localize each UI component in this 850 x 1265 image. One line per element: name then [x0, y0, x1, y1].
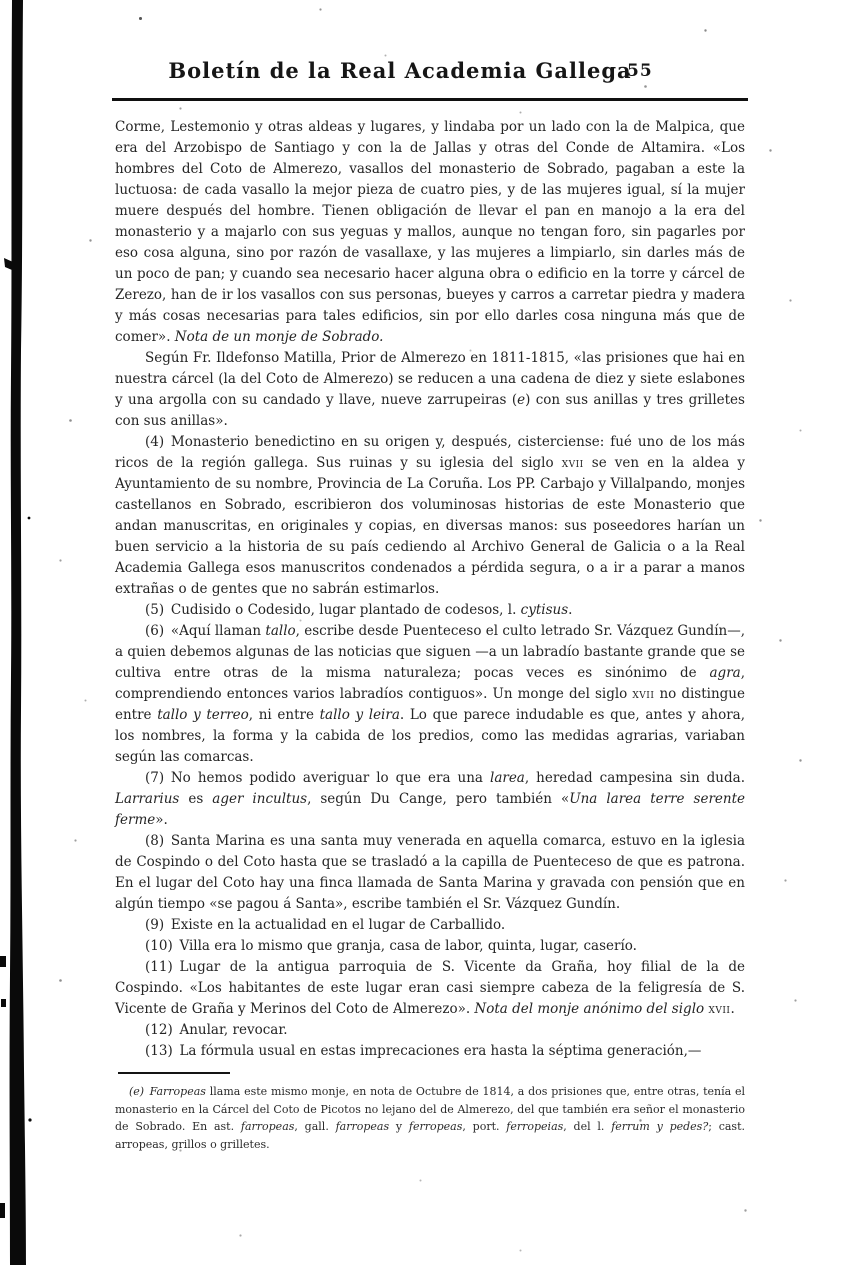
text-run: ferrum y pedes? — [611, 1120, 709, 1133]
paragraph-2 — [115, 348, 745, 432]
text-run: (e) Farropeas — [129, 1085, 206, 1098]
text-run: ; cast. arropeas, grillos o grilletes. — [115, 1120, 745, 1151]
footnote-separator — [118, 1072, 230, 1074]
paragraph-10 — [115, 957, 745, 1020]
text-run: (6) «Aquí llaman — [145, 623, 266, 639]
text-run: Larrarius — [115, 791, 180, 807]
footnote-text — [115, 1083, 745, 1153]
text-run: , ni entre — [248, 707, 320, 723]
text-run: ager incultus — [212, 791, 308, 807]
text-run: ». — [155, 812, 168, 828]
paragraph-1 — [115, 117, 745, 348]
paragraph-5 — [115, 621, 745, 768]
text-run: agra — [709, 665, 741, 681]
paragraph-9 — [115, 936, 745, 957]
journal-title: Boletín de la Real Academia Gallega — [168, 58, 632, 83]
text-run: larea — [490, 770, 525, 786]
paragraph-3 — [115, 432, 745, 600]
text-run: , escribe desde Puenteceso el culto letrado Sr. Vázquez Gundín—, a quien debemos algunas de las noticias que siguen —a un labradío bastante grande que se cultiva entre otras de la misma naturaleza; pocas veces es sinónimo de — [115, 623, 745, 681]
footnote-block — [0, 1072, 850, 1153]
text-run: tallo y terreo — [157, 707, 249, 723]
text-run: se ven en la aldea y Ayuntamiento de su nombre, Provincia de La Coruña. Los PP. Carbajo y Villalpando, monjes castellanos en Sobrado, escribieron dos voluminosas historias de este Monasterio que andan manuscritas, en originales y copias, en diversas manos: sus poseedores harían un buen servicio a la historia de su país cediendo al Archivo General de Galicia o a la Real Academia Gallega esos manuscritos condenados a pérdida segura, o a ir a parar a manos extrañas o de gentes que no sabrán estimarlos. — [115, 455, 746, 597]
text-run: xvii — [632, 686, 655, 702]
text-run: farropeas — [335, 1120, 390, 1133]
text-run: , heredad campesina sin duda. — [524, 770, 745, 786]
text-run: (11) Lugar de la antigua parroquia de S. Vicente da Graña, hoy filial de la de Cospindo. «Los habitantes de este lugar eran casi siempre cabeza de la feligresía de S. Vicente de Graña y Merinos del Coto de Almerezo». — [115, 959, 745, 1017]
binding-shadow — [0, 0, 34, 1265]
text-run: ferropeias — [506, 1120, 564, 1133]
text-run: (8) Santa Marina es una santa muy venerada en aquella comarca, estuvo en la iglesia de Cospindo o del Coto hasta que se trasladó a la capilla de Puenteceso de que es patrona. En el lugar del Coto hay una finca llamada de Santa Marina y gravada con pensión que en algún tiempo «se pagou á Santa», escribe también el Sr. Vázquez Gundín. — [115, 833, 745, 912]
text-run: ) con sus anillas y tres grilletes con sus anillas». — [115, 392, 745, 429]
paragraph-11 — [115, 1020, 745, 1041]
text-run: no distingue entre — [115, 686, 745, 723]
paragraph-8 — [115, 915, 745, 936]
text-run: llama este mismo monje, en nota de Octubre de 1814, a dos prisiones que, entre otras, tenía el monasterio en la Cárcel del Coto de Picotos no lejano del de Almerezo, del que también era señor el monasterio de Sobrado. En ast. — [115, 1085, 745, 1133]
text-run: , comprendiendo entonces varios labradíos contiguos». Un monge del siglo — [115, 665, 745, 702]
text-run: cytisus — [520, 602, 569, 618]
text-run: Nota de un monje de Sobrado. — [174, 329, 384, 345]
text-run: (12) Anular, revocar. — [145, 1022, 288, 1038]
paragraph-4 — [115, 600, 745, 621]
text-run: tallo y leira — [319, 707, 400, 723]
paragraph-6 — [115, 768, 745, 831]
text-run: Corme, Lestemonio y otras aldeas y lugares, y lindaba por un lado con la de Malpica, que era del Arzobispo de Santiago y con la de Jallas y otras del Conde de Altamira. «Los hombres del Coto de Almerezo, vasallos del monasterio de Sobrado, pagaban a este la luctuosa: de cada vasallo la mejor pieza de cuatro pies, y de las mujeres igual, sí la mujer muere después del hombre. Tienen obligación de llevar el pan en manojo a la era del monasterio y a majarlo con sus yeguas y mallos, aunque no tengan foro, sin pagarles por eso cosa alguna, sino por razón de vasallaxe, y las mujeres a limpiarlo, sin darles más de un poco de pan; y cuando sea necesario hacer alguna obra o edificio en la torre y cárcel de Zerezo, han de ir los vasallos con sus personas, bueyes y carros a carretar piedra y madera y más cosas necesarias para tales edificios, sin por ello darles cosa ninguna más que de comer». — [115, 119, 745, 345]
text-run: (7) No hemos podido averiguar lo que era una — [145, 770, 490, 786]
text-run: Nota del monje anónimo del siglo — [474, 1001, 709, 1017]
page-number: 55 — [627, 61, 653, 81]
text-run: (4) Monasterio benedictino en su origen y, después, cisterciense: fué uno de los más ricos de la región gallega. Sus ruinas y su iglesia del siglo — [115, 434, 745, 471]
text-run: tallo — [265, 623, 296, 639]
text-run: . Lo que parece indudable es que, antes y ahora, los nombres, la forma y la cabida de los predios, como las medidas agrarias, variaban según las comarcas. — [115, 707, 745, 765]
text-run: Una larea terre serente ferme — [115, 791, 745, 828]
text-run: (9) Existe en la actualidad en el lugar de Carballido. — [145, 917, 506, 933]
text-run: xvii — [708, 1001, 731, 1017]
text-run: . — [568, 602, 573, 618]
text-run: (5) Cudisido o Codesido, lugar plantado de codesos, l. — [145, 602, 521, 618]
text-run: ferropeas — [408, 1120, 463, 1133]
page-body — [0, 101, 850, 1062]
paragraph-7 — [115, 831, 745, 915]
text-run: , port. — [462, 1120, 507, 1133]
text-run: es — [179, 791, 213, 807]
text-run: , según Du Cange, pero también « — [307, 791, 570, 807]
text-run: , del l. — [563, 1120, 612, 1133]
text-run: farropeas — [240, 1120, 295, 1133]
text-run: Según Fr. Ildefonso Matilla, Prior de Almerezo en 1811-1815, «las prisiones que hai en nuestra cárcel (la del Coto de Almerezo) se reducen a una cadena de diez y siete eslabones y una argolla con su candado y llave, nueve zarrupeiras ( — [115, 350, 745, 408]
page-header — [0, 0, 850, 101]
text-run: e — [517, 392, 526, 408]
text-run: , gall. — [294, 1120, 336, 1133]
paragraph-12 — [115, 1041, 745, 1062]
text-run: y — [389, 1120, 409, 1133]
text-run: . — [730, 1001, 735, 1017]
text-run: (10) Villa era lo mismo que granja, casa de labor, quinta, lugar, caserío. — [145, 938, 637, 954]
text-run: xvii — [561, 455, 584, 471]
text-run: (13) La fórmula usual en estas imprecaciones era hasta la séptima generación,— — [145, 1043, 702, 1059]
